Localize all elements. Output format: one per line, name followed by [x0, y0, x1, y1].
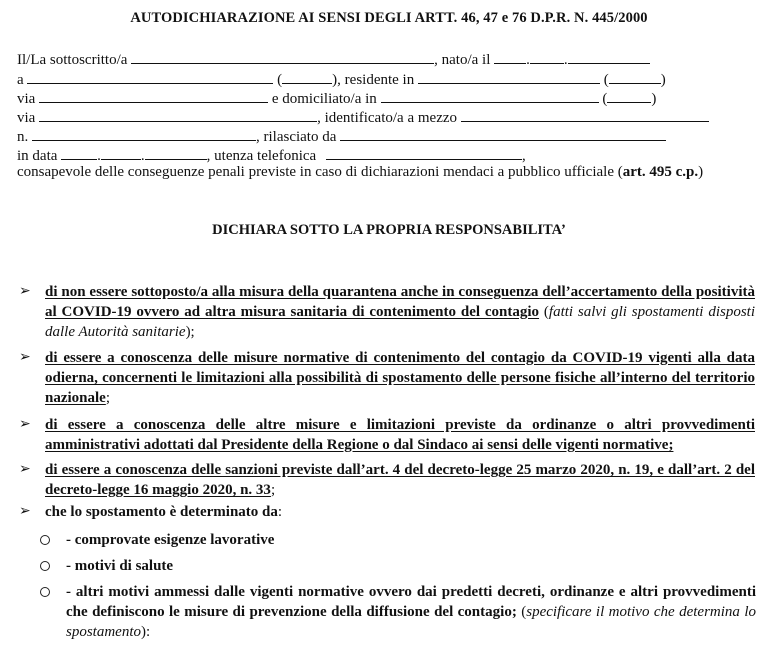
- paren-open: (: [602, 91, 608, 107]
- form-line-domicile-street: [17, 107, 709, 125]
- label-a: a: [17, 72, 24, 88]
- option-italic-text: specificare il motivo che determina lo spostamento: [66, 604, 757, 640]
- date-separator: .: [563, 52, 568, 68]
- form-line-residence-street: [17, 88, 656, 106]
- date-separator: .: [97, 148, 101, 164]
- declaration-subtitle: DICHIARA SOTTO LA PROPRIA RESPONSABILITA’: [212, 222, 566, 238]
- radio-circle-icon[interactable]: [40, 587, 50, 597]
- form-line-birthplace: [17, 69, 666, 87]
- item-italic-text: fatti salvi gli spostamenti disposti dalle Autorità sanitarie: [45, 304, 755, 340]
- declaration-item-text: [45, 460, 755, 500]
- field-domicile-province[interactable]: [607, 88, 651, 103]
- option-label: - motivi di salute: [66, 558, 174, 574]
- awareness-article: art. 495 c.p.: [622, 164, 699, 180]
- label-residente-in: ), residente in: [332, 72, 415, 88]
- field-issue-month[interactable]: [101, 145, 141, 160]
- paren-open: (: [603, 72, 609, 88]
- field-phone[interactable]: [326, 145, 522, 160]
- radio-circle-icon[interactable]: [40, 561, 50, 571]
- awareness-end: ): [698, 164, 704, 180]
- date-separator: .: [526, 52, 530, 68]
- arrow-bullet-icon: ➢: [19, 417, 31, 432]
- field-domicile-street[interactable]: [39, 107, 317, 122]
- field-id-document[interactable]: [461, 107, 709, 122]
- field-issue-day[interactable]: [61, 145, 97, 160]
- item-end: );: [185, 324, 195, 340]
- field-residence-city[interactable]: [418, 69, 600, 84]
- declaration-item-text: [45, 348, 755, 408]
- field-domicile-city[interactable]: [381, 88, 599, 103]
- declaration-item-text: [45, 502, 755, 522]
- item-bold-text: che lo spostamento è determinato da: [45, 504, 278, 520]
- paren-open: (: [516, 604, 527, 620]
- form-line-date-phone: [17, 145, 526, 163]
- form-line-document-number: [17, 126, 666, 144]
- field-birth-day[interactable]: [494, 49, 526, 64]
- label-rilasciato-da: , rilasciato da: [256, 129, 337, 145]
- item-bold-text: di essere a conoscenza delle sanzioni previste dall’art. 4 del decreto-legge 25 marzo 2020, n. 19, e dall’art. 2 del decreto-legge 16 maggio 2020, n. 33: [45, 462, 755, 498]
- arrow-bullet-icon: ➢: [19, 350, 31, 365]
- option-label: - comprovate esigenze lavorative: [66, 532, 275, 548]
- arrow-bullet-icon: ➢: [19, 462, 31, 477]
- paren-close: ): [651, 91, 657, 107]
- label-via: via: [17, 110, 36, 126]
- field-residence-street[interactable]: [39, 88, 268, 103]
- declaration-item-text: [45, 415, 755, 455]
- form-line-name: [17, 49, 650, 67]
- declaration-item-text: [45, 282, 755, 342]
- option-bold-text: - altri motivi ammessi dalle vigenti normative ovvero dai predetti decreti, ordinanze e altri provvedimenti che definiscono le misure di prevenzione della diffusione del contagio;: [66, 584, 756, 620]
- option-label: [66, 582, 756, 642]
- arrow-bullet-icon: ➢: [19, 284, 31, 299]
- date-separator: .: [140, 148, 145, 164]
- option-end: ):: [141, 624, 151, 640]
- field-birth-month[interactable]: [530, 49, 564, 64]
- item-end: :: [277, 504, 283, 520]
- paren-close: ): [660, 72, 666, 88]
- field-birth-province[interactable]: [282, 69, 332, 84]
- field-document-number[interactable]: [32, 126, 256, 141]
- item-bold-text: di essere a conoscenza delle altre misure e limitazioni previste da ordinanze o altri provvedimenti amministrativi adottati dal Presidente della Regione o dal Sindaco ai sensi delle vigenti normative;: [45, 417, 755, 453]
- field-birth-year[interactable]: [568, 49, 650, 64]
- label-utenza-telefonica: , utenza telefonica: [206, 148, 317, 164]
- document-title: AUTODICHIARAZIONE AI SENSI DEGLI ARTT. 46, 47 e 76 D.P.R. N. 445/2000: [130, 10, 648, 26]
- field-residence-province[interactable]: [609, 69, 661, 84]
- arrow-bullet-icon: ➢: [19, 504, 31, 519]
- field-issued-by[interactable]: [340, 126, 666, 141]
- item-bold-text: di essere a conoscenza delle misure normative di contenimento del contagio da COVID-19 vigenti alla data odierna, concernenti le limitazioni alla possibilità di spostamento delle persone fisiche all’interno del territorio nazionale: [45, 350, 755, 406]
- awareness-statement: [17, 163, 755, 182]
- paren-open: (: [539, 304, 549, 320]
- field-birthplace[interactable]: [27, 69, 273, 84]
- radio-circle-icon[interactable]: [40, 535, 50, 545]
- item-end: ;: [105, 390, 111, 406]
- label-domiciliato-in: e domiciliato/a in: [271, 91, 377, 107]
- field-issue-year[interactable]: [145, 145, 207, 160]
- awareness-text: consapevole delle conseguenze penali previste in caso di dichiarazioni mendaci a pubblico ufficiale (: [17, 164, 623, 180]
- label-nato-il: , nato/a il: [434, 52, 491, 68]
- field-name[interactable]: [131, 49, 434, 64]
- comma: ,: [521, 148, 526, 164]
- label-identificato: , identificato/a a mezzo: [317, 110, 458, 126]
- item-bold-text: di non essere sottoposto/a alla misura della quarantena anche in conseguenza dell’accertamento della positività al COVID-19 ovvero ad altra misura sanitaria di contenimento del contagio: [45, 284, 755, 320]
- paren-open: (: [277, 72, 283, 88]
- label-sottoscritto: Il/La sottoscritto/a: [17, 52, 128, 68]
- label-n: n.: [17, 129, 29, 145]
- label-in-data: in data: [17, 148, 58, 164]
- label-via: via: [17, 91, 36, 107]
- item-end: ;: [270, 482, 276, 498]
